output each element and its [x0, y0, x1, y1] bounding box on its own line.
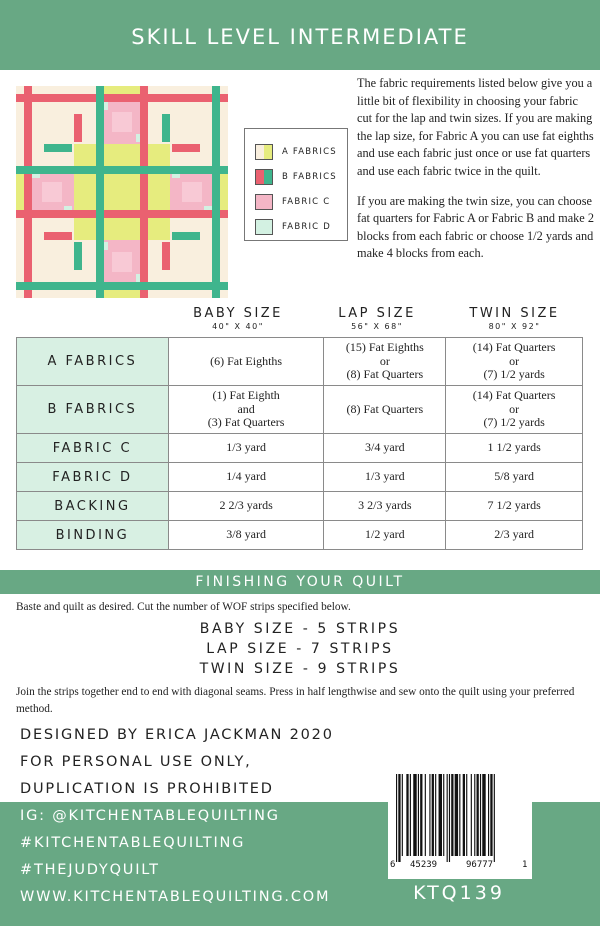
legend-item-b-fabrics — [255, 164, 347, 189]
cell-line: 2/3 yard — [494, 527, 534, 542]
legend-item-fabric-d — [255, 214, 347, 239]
column-size-dims: 40" X 40" — [212, 322, 264, 331]
barcode-bar — [406, 774, 408, 856]
sku-code: KTQ139 — [413, 882, 505, 904]
cell-line: 3/4 yard — [365, 440, 405, 455]
strip-count-lap: LAP SIZE - 7 STRIPS — [206, 641, 394, 657]
cell-line: 3/8 yard — [226, 527, 266, 542]
row-label: A FABRICS — [17, 338, 169, 386]
barcode-bar — [439, 774, 442, 856]
barcode-bar — [463, 774, 465, 856]
barcode-bar — [490, 774, 492, 856]
table-row — [17, 463, 583, 492]
barcode-left-group: 45239 — [410, 860, 438, 870]
legend-label: FABRIC C — [282, 196, 331, 207]
finishing-bar — [0, 570, 600, 594]
column-header-lap — [312, 306, 442, 332]
barcode-bar — [494, 774, 495, 862]
row-label: BINDING — [17, 521, 169, 550]
column-size-dims: 80" X 92" — [488, 322, 541, 331]
barcode-bar — [477, 774, 479, 856]
cell-line: (7) 1/2 yards — [483, 367, 545, 382]
table-cell — [324, 386, 446, 434]
fabric-legend — [244, 128, 348, 241]
website-link[interactable]: WWW.KITCHENTABLEQUILTING.COM — [20, 889, 331, 905]
baste-instructions: Baste and quilt as desired. Cut the number of WOF strips specified below. — [16, 601, 351, 613]
cell-line: 3 2/3 yards — [358, 498, 412, 513]
barcode-bar — [410, 774, 411, 856]
legend-label: FABRIC D — [282, 221, 331, 232]
barcode-right-group: 96777 — [466, 860, 494, 870]
table-row — [17, 434, 583, 463]
cell-line: or — [379, 353, 390, 368]
barcode-bar — [451, 774, 453, 856]
instagram-handle[interactable]: IG: @KITCHENTABLEQUILTING — [20, 808, 280, 824]
cell-line: or — [509, 401, 520, 416]
barcode — [388, 768, 532, 879]
intro-paragraph-lap: The fabric requirements listed below give you a little bit of flexibility in choosing your fabric cut for the lap and twin sizes. If you are making the lap size, for Fabric A you can use fat eighths and use each fabric just once or use fat quarters and use each fabric twice in the quilt. — [357, 76, 594, 178]
barcode-bar — [455, 774, 458, 856]
barcode-last-digit: 1 — [522, 860, 528, 870]
row-label: FABRIC C — [17, 434, 169, 463]
skill-level-title: SKILL LEVEL INTERMEDIATE — [131, 25, 469, 49]
column-header-baby — [168, 306, 308, 332]
barcode-bar — [459, 774, 460, 856]
barcode-bar — [480, 774, 481, 856]
cell-line: (15) Fat Eighths — [345, 340, 424, 355]
table-cell — [446, 434, 583, 463]
table-row — [17, 492, 583, 521]
cell-line: 2 2/3 yards — [219, 498, 273, 513]
cell-line: 1 1/2 yards — [487, 440, 541, 455]
cell-line: 1/4 yard — [226, 469, 266, 484]
legend-item-a-fabrics — [255, 139, 347, 164]
table-row — [17, 386, 583, 434]
cell-line: 1/3 yard — [226, 440, 266, 455]
table-cell — [446, 492, 583, 521]
cell-line: or — [509, 353, 520, 368]
table-cell — [168, 492, 324, 521]
column-size-name: LAP SIZE — [338, 306, 416, 321]
cell-line: 7 1/2 yards — [487, 498, 541, 513]
table-cell — [324, 338, 446, 386]
table-cell — [168, 434, 324, 463]
cell-line: (1) Fat Eighth — [212, 388, 280, 403]
row-label: BACKING — [17, 492, 169, 521]
barcode-bar — [449, 774, 450, 862]
barcode-bar — [488, 774, 489, 856]
table-cell — [324, 492, 446, 521]
cell-line: 1/3 yard — [365, 469, 405, 484]
row-label: FABRIC D — [17, 463, 169, 492]
cell-line: (8) Fat Quarters — [346, 401, 424, 416]
cell-line: (14) Fat Quarters — [472, 388, 556, 403]
column-size-name: BABY SIZE — [193, 306, 283, 321]
barcode-bar — [435, 774, 436, 856]
barcode-bar — [432, 774, 434, 856]
cell-line: (7) 1/2 yards — [483, 415, 545, 430]
intro-paragraph-twin: If you are making the twin size, you can choose fat quarters for Fabric A or Fabric B and make 2 blocks from each fabric or choose 1/2 yards and make 4 blocks from each. — [357, 193, 594, 261]
quilt-illustration — [16, 86, 228, 298]
strip-count-baby: BABY SIZE - 5 STRIPS — [199, 621, 401, 637]
barcode-bars — [396, 774, 524, 862]
table-cell — [324, 521, 446, 550]
barcode-bar — [413, 774, 416, 856]
hashtag-kitchentablequilting[interactable]: #KITCHENTABLEQUILTING — [20, 835, 246, 851]
cell-line: 1/2 yard — [365, 527, 405, 542]
swatch-fabric-c — [255, 194, 273, 210]
barcode-bar — [396, 774, 397, 862]
barcode-first-digit: 6 — [390, 860, 396, 870]
column-size-dims: 56" X 68" — [351, 322, 403, 331]
hashtag-thejudyquilt[interactable]: #THEJUDYQUILT — [20, 862, 160, 878]
cell-line: (14) Fat Quarters — [472, 340, 556, 355]
table-cell — [324, 434, 446, 463]
table-cell — [168, 521, 324, 550]
fabric-requirements-table — [16, 337, 583, 550]
cell-line: (8) Fat Quarters — [346, 367, 424, 382]
barcode-bar — [420, 774, 422, 856]
table-cell — [168, 386, 324, 434]
duplication-notice: DUPLICATION IS PROHIBITED — [20, 781, 274, 797]
barcode-bar — [474, 774, 475, 856]
table-cell — [168, 463, 324, 492]
table-row — [17, 521, 583, 550]
finishing-title: FINISHING YOUR QUILT — [195, 574, 405, 590]
table-row — [17, 338, 583, 386]
table-cell — [446, 386, 583, 434]
strip-count-twin: TWIN SIZE - 9 STRIPS — [199, 661, 401, 677]
barcode-bar — [443, 774, 444, 856]
cell-line: 5/8 yard — [494, 469, 534, 484]
strip-counts — [0, 619, 600, 679]
swatch-b-fabrics — [255, 169, 273, 185]
binding-instructions: Join the strips together end to end with diagonal seams. Press in half lengthwise and sew onto the quilt using your preferred method. — [16, 686, 575, 715]
barcode-bar — [482, 774, 485, 856]
barcode-bar — [402, 774, 403, 856]
swatch-fabric-d — [255, 219, 273, 235]
header-bar — [0, 0, 600, 70]
cell-line: and — [237, 401, 255, 416]
barcode-bar — [418, 774, 419, 856]
legend-item-fabric-c — [255, 189, 347, 214]
barcode-bar — [466, 774, 467, 856]
column-header-twin — [446, 306, 583, 332]
table-cell — [446, 521, 583, 550]
designer-credit: DESIGNED BY ERICA JACKMAN 2020 — [20, 727, 334, 743]
legend-label: B FABRICS — [282, 171, 337, 182]
cell-line: (6) Fat Eighths — [210, 353, 283, 368]
cell-line: (3) Fat Quarters — [207, 415, 285, 430]
barcode-bar — [471, 774, 472, 856]
barcode-bar — [425, 774, 426, 856]
barcode-bar — [398, 774, 400, 862]
column-size-name: TWIN SIZE — [469, 306, 560, 321]
personal-use-notice: FOR PERSONAL USE ONLY, — [20, 754, 252, 770]
row-label: B FABRICS — [17, 386, 169, 434]
barcode-bar — [429, 774, 430, 856]
legend-label: A FABRICS — [282, 146, 337, 157]
barcode-bar — [447, 774, 448, 862]
table-cell — [324, 463, 446, 492]
table-cell — [446, 338, 583, 386]
intro-text — [357, 75, 595, 263]
table-cell — [446, 463, 583, 492]
table-cell — [168, 338, 324, 386]
swatch-a-fabrics — [255, 144, 273, 160]
